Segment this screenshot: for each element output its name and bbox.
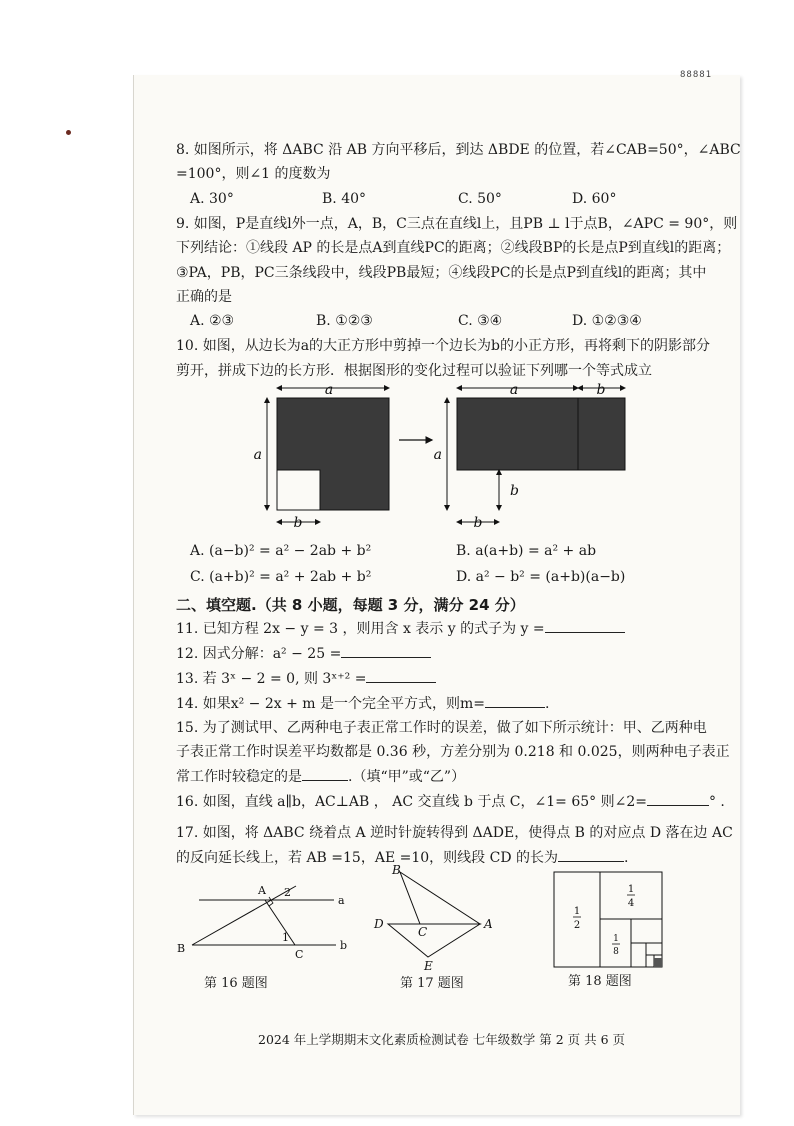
q9-line2: 下列结论：①线段 AP 的长是点A到直线PC的距离；②线段BP的长是点P到直线l的距离； (176, 240, 731, 256)
fig10-label-a-top2: a (509, 382, 519, 398)
q15-text: 常工作时较稳定的是 (176, 769, 302, 785)
q8-line1: 8. 如图所示，将 ΔABC 沿 AB 方向平移后，到达 ΔBDE 的位置，若∠CAB=50°，∠ABC (176, 142, 741, 158)
q10-option-a: A. (a−b)² = a² − 2ab + b² (190, 543, 372, 559)
q17-answer-blank[interactable] (558, 847, 624, 862)
fig17-label-C: C (418, 925, 428, 939)
fig16-label-a: a (338, 894, 345, 907)
fig10-label-a-top: a (324, 382, 334, 398)
q15-tail: .（填“甲”或“乙”） (348, 769, 466, 785)
q17-text: 的反向延长线上，若 AB =15，AE =10，则线段 CD 的长为 (176, 850, 559, 866)
q11-text: 11. 已知方程 2x − y = 3 ，则用含 x 表示 y 的式子为 y = (176, 621, 545, 637)
fig10-label-b-bottom2: b (473, 515, 483, 531)
fraction-quarter (627, 884, 635, 909)
q8-option-c: C. 50° (458, 191, 502, 207)
q13-answer-blank[interactable] (366, 668, 436, 683)
q9-line1: 9. 如图，P是直线l外一点，A，B，C三点在直线l上，且PB ⊥ l于点B，∠APC = 90°，则 (176, 216, 738, 232)
fig10-label-a-side: a (253, 447, 262, 463)
fig10-label-b-bottom: b (293, 515, 303, 531)
fig16-label-C: C (295, 948, 304, 960)
fig16-label-1: 1 (282, 931, 289, 944)
fig16 (174, 878, 364, 960)
q11 (176, 618, 625, 639)
q8-line2: =100°，则∠1 的度数为 (176, 166, 331, 182)
q10-line1: 10. 如图，从边长为a的大正方形中剪掉一个边长为b的小正方形，再将剩下的阴影部分 (176, 338, 711, 354)
q11-answer-blank[interactable] (545, 618, 625, 633)
q8-option-a: A. 30° (190, 191, 234, 207)
q15-line1: 15. 为了测试甲、乙两种电子表正常工作时的误差，做了如下所示统计：甲、乙两种电 (176, 720, 707, 736)
q9-line3: ③PA，PB，PC三条线段中，线段PB最短；④线段PC的长是点P到直线l的距离；其中 (176, 265, 707, 281)
q12 (176, 643, 431, 664)
q17-tail: . (624, 850, 629, 866)
q16-tail: ° . (708, 794, 725, 810)
q10-line2: 剪开，拼成下边的长方形．根据图形的变化过程可以验证下列哪一个等式成立 (176, 363, 652, 379)
fig17-label-D: D (374, 917, 384, 931)
fig16-label-A: A (258, 884, 266, 897)
q13 (176, 668, 436, 689)
fig10-label-a-side2: a (433, 447, 442, 463)
fraction-eighth (612, 934, 620, 957)
q14-answer-blank[interactable] (485, 693, 545, 708)
fig17-label-A: A (484, 917, 493, 931)
fig17-label-E: E (424, 959, 433, 972)
fig16-label-B: B (177, 942, 186, 955)
fig16-caption: 第 16 题图 (204, 976, 268, 991)
svg-text:4: 4 (627, 898, 635, 909)
svg-text:1: 1 (613, 934, 619, 944)
q8-option-d: D. 60° (572, 191, 617, 207)
q17-line1: 17. 如图，将 ΔABC 绕着点 A 逆时针旋转得到 ΔADE，使得点 B 的对应点 D 落在边 AC (176, 825, 733, 841)
q16-answer-blank[interactable] (647, 791, 709, 806)
svg-text:2: 2 (573, 920, 581, 931)
q8-option-b: B. 40° (322, 191, 367, 207)
fig16-label-2: 2 (284, 886, 291, 899)
triangle-abc (400, 872, 480, 924)
q14-text: 14. 如果x² − 2x + m 是一个完全平方式，则m= (176, 696, 486, 712)
page-footer: 2024 年上学期期末文化素质检测试卷 七年级数学 第 2 页 共 6 页 (258, 1032, 626, 1047)
segment-ac (265, 900, 295, 945)
fig17 (370, 862, 500, 972)
q12-text: 12. 因式分解：a² − 25 = (176, 646, 342, 662)
smallest-square-shaded (654, 958, 662, 967)
section-fill-in-title: 二、填空题.（共 8 小题，每题 3 分，满分 24 分） (176, 596, 525, 614)
rectangle-shaded (457, 398, 625, 470)
q15-line2: 子表正常工作时误差平均数都是 0.36 秒，方差分别为 0.218 和 0.025，则两种电子表正 (176, 744, 730, 760)
q16-text: 16. 如图，直线 a∥b，AC⊥AB ， AC 交直线 b 于点 C，∠1= 65° 则∠2= (176, 794, 647, 810)
q9-option-d: D. ①②③④ (572, 313, 642, 329)
fig17-label-B: B (392, 863, 401, 877)
ink-spot (66, 130, 71, 135)
svg-text:1: 1 (627, 884, 635, 895)
fraction-half (573, 906, 581, 931)
svg-text:1: 1 (573, 906, 581, 917)
q12-answer-blank[interactable] (341, 643, 431, 658)
q14 (176, 693, 549, 714)
q9-option-c: C. ③④ (458, 313, 503, 329)
q10-option-c: C. (a+b)² = a² + 2ab + b² (190, 569, 372, 585)
svg-text:8: 8 (613, 947, 619, 957)
q9-line4: 正确的是 (176, 289, 232, 305)
q14-tail: . (545, 696, 550, 712)
fig10-label-b-top2: b (596, 382, 606, 398)
segment-ab (192, 886, 296, 945)
fig10-label-b-side2: b (510, 483, 519, 499)
q16 (176, 791, 725, 812)
triangle-ade (388, 924, 480, 957)
q15-line3 (176, 766, 465, 787)
q13-text: 13. 若 3ˣ − 2 = 0, 则 3ˣ⁺² = (176, 671, 367, 687)
fig16-label-b: b (340, 939, 348, 952)
q9-option-b: B. ①②③ (316, 313, 373, 329)
q10-option-b: B. a(a+b) = a² + ab (456, 543, 597, 559)
q10-option-d: D. a² − b² = (a+b)(a−b) (456, 569, 626, 585)
fig17-caption: 第 17 题图 (400, 976, 464, 991)
q9-option-a: A. ②③ (190, 313, 235, 329)
q15-answer-blank[interactable] (302, 766, 348, 781)
q10-figure (250, 380, 640, 535)
corner-mark: 88881 (680, 70, 713, 80)
fig18-caption: 第 18 题图 (568, 974, 632, 989)
fig18 (552, 870, 667, 970)
small-square-cut (277, 470, 320, 510)
